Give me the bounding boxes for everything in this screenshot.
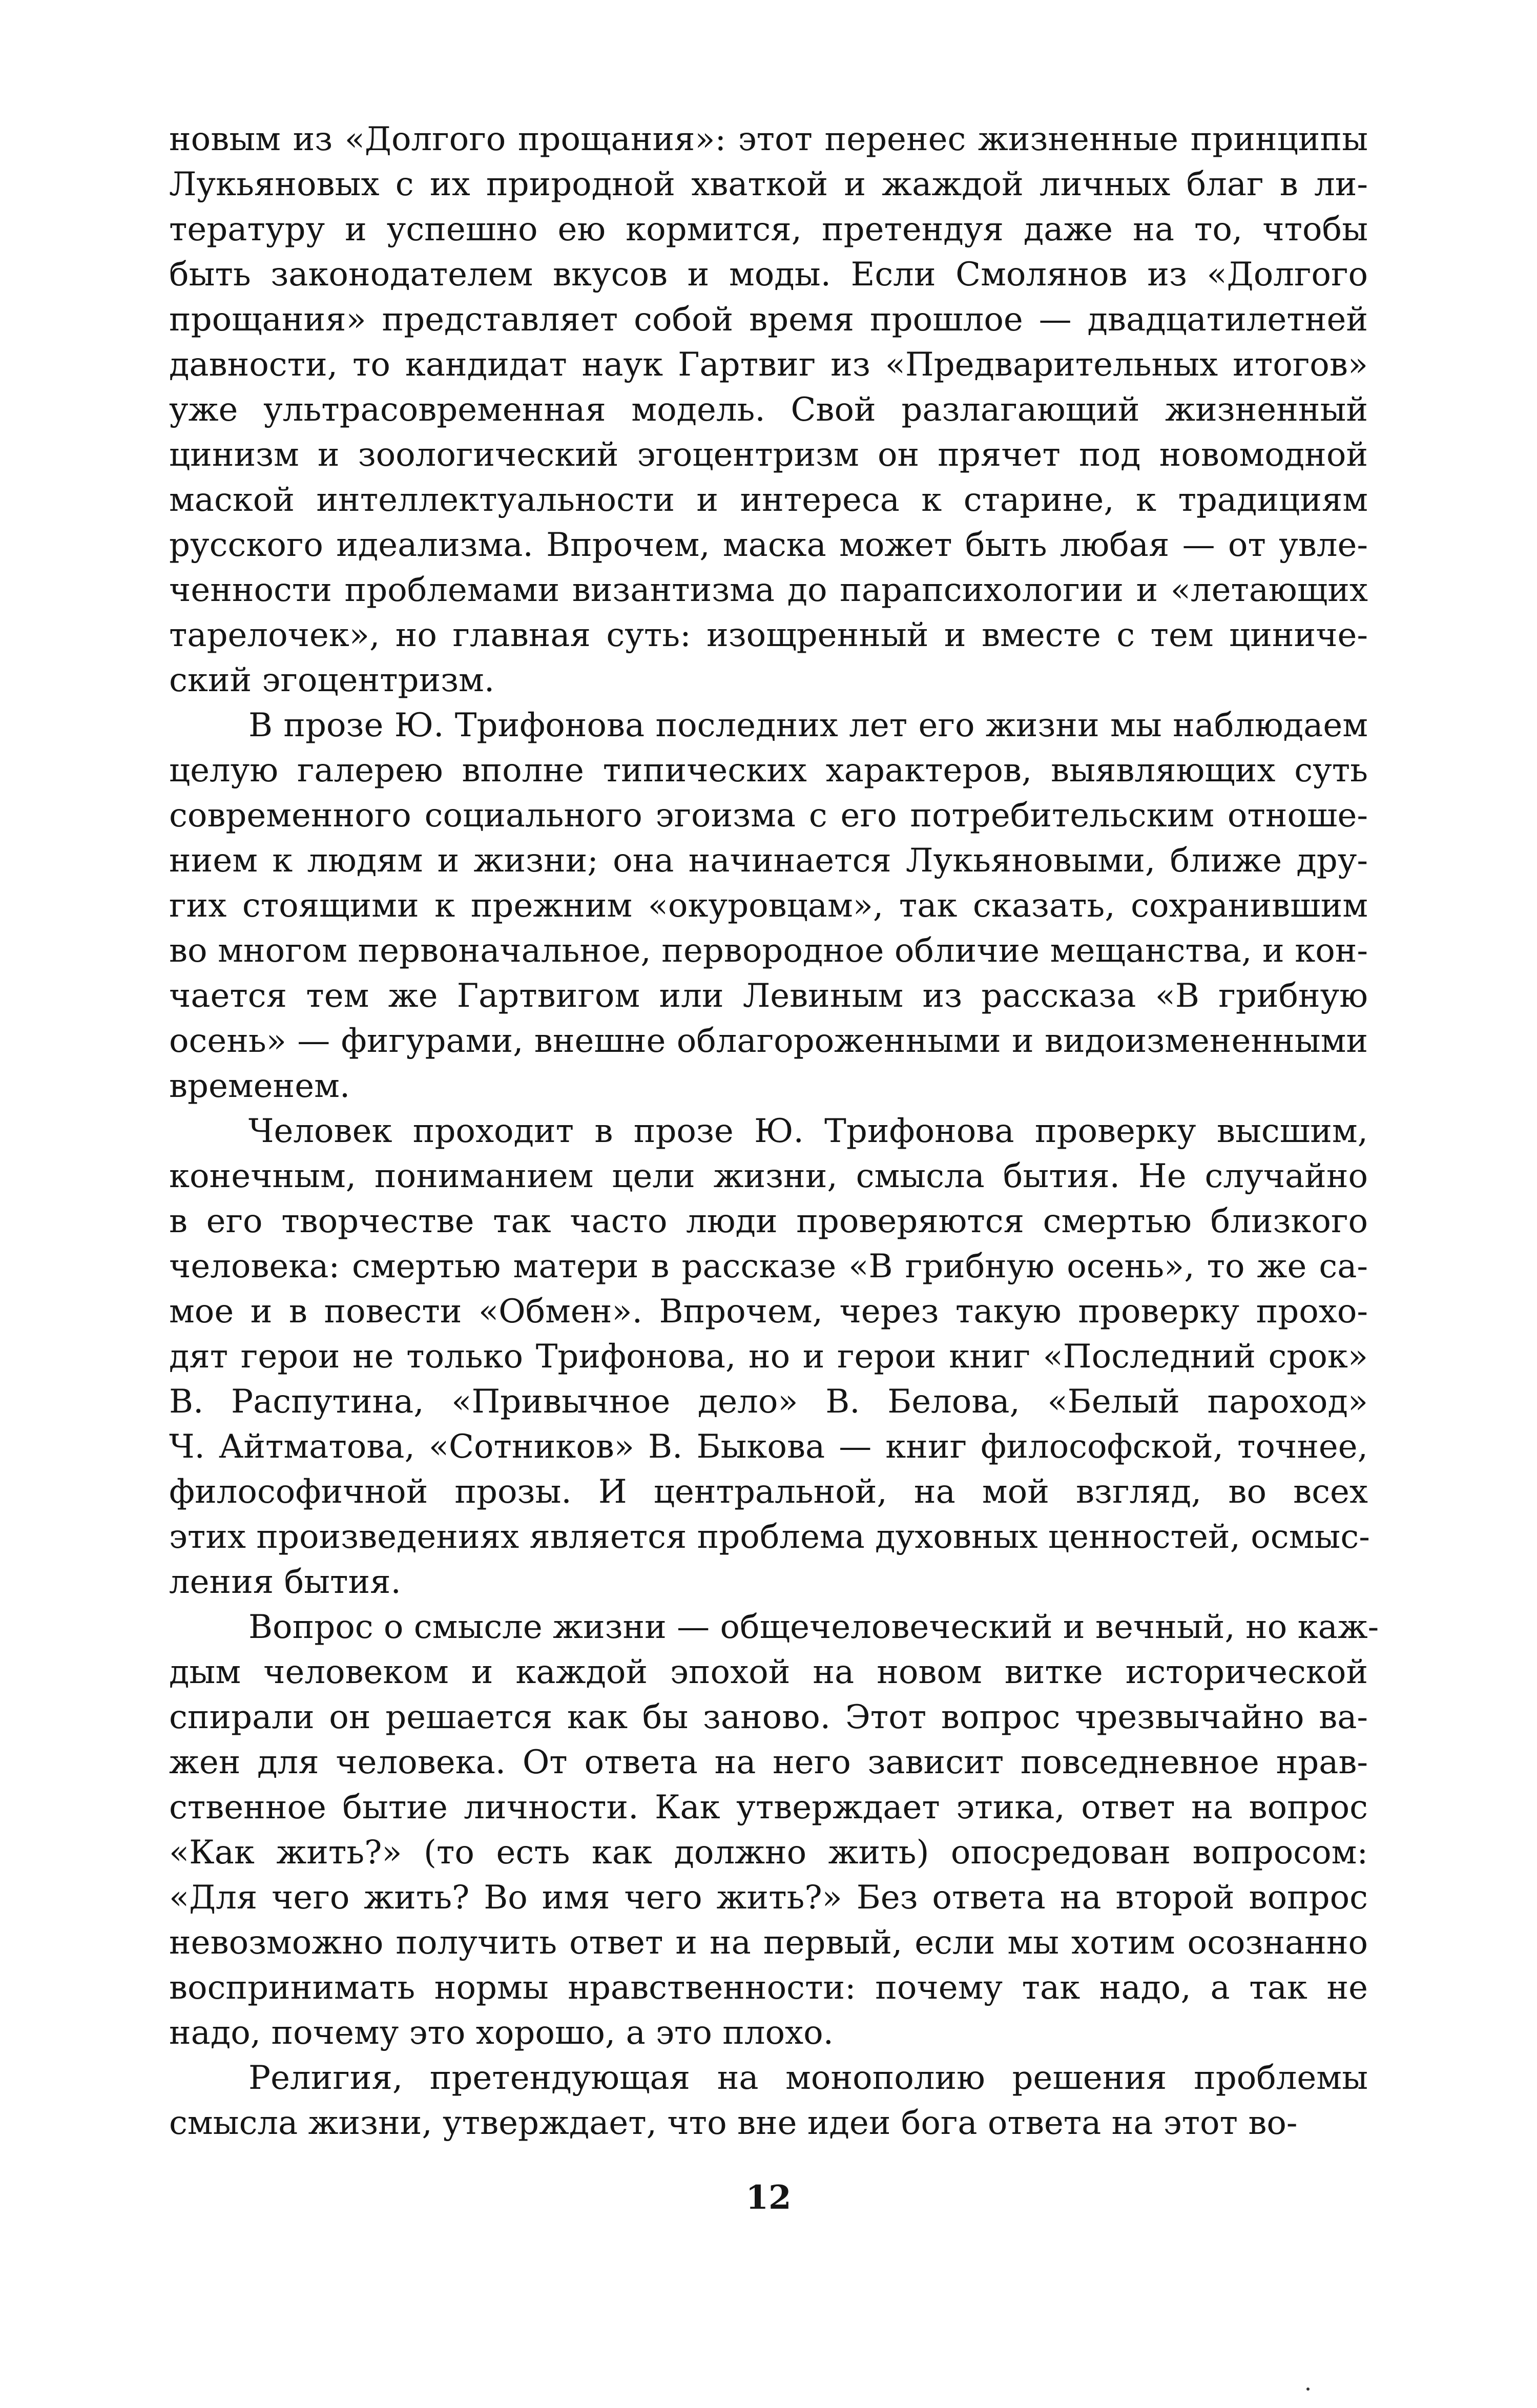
text-line: русского идеализма. Впрочем, маска может быть любая — от увле- <box>169 526 1368 564</box>
text-line: целую галерею вполне типических характеров, выявляющих суть <box>169 752 1368 790</box>
text-line: «Как жить?» (то есть как должно жить) опосредован вопросом: <box>169 1834 1368 1872</box>
text-line: Лукьяновых с их природной хваткой и жаждой личных благ в ли- <box>169 165 1368 203</box>
paragraph <box>169 703 1368 1109</box>
paragraph <box>169 2056 1368 2146</box>
text-line: ления бытия. <box>169 1563 401 1601</box>
text-line: ский эгоцентризм. <box>169 661 495 699</box>
page-number: 12 <box>745 2178 792 2217</box>
text-line: Человек проходит в прозе Ю. Трифонова проверку высшим, <box>248 1112 1368 1150</box>
text-line: временем. <box>169 1067 350 1105</box>
text-line: прощания» представляет собой время прошлое — двадцатилетней <box>169 301 1368 339</box>
text-line: во многом первоначальное, первородное обличие мещанства, и кон- <box>169 932 1368 970</box>
text-line: Ч. Айтматова, «Сотников» В. Быкова — книг философской, точнее, <box>169 1428 1368 1466</box>
text-line: мое и в повести «Обмен». Впрочем, через такую проверку прохо- <box>169 1293 1368 1331</box>
body-text <box>169 117 1379 2146</box>
text-line: цинизм и зоологический эгоцентризм он прячет под новомодной <box>169 436 1368 474</box>
text-line: В прозе Ю. Трифонова последних лет его жизни мы наблюдаем <box>248 707 1368 744</box>
text-line: в его творчестве так часто люди проверяются смертью близкого <box>169 1202 1368 1240</box>
text-line: уже ультрасовременная модель. Свой разлагающий жизненный <box>169 391 1368 429</box>
print-speck <box>1306 2388 1310 2391</box>
text-line: спирали он решается как бы заново. Этот вопрос чрезвычайно ва- <box>169 1698 1368 1736</box>
text-line: маской интеллектуальности и интереса к старине, к традициям <box>169 481 1368 519</box>
text-line: Вопрос о смысле жизни — общечеловеческий и вечный, но каж- <box>248 1608 1379 1646</box>
text-line: осень» — фигурами, внешне облагороженными и видоизмененными <box>169 1022 1368 1060</box>
text-line: Религия, претендующая на монополию решения проблемы <box>248 2059 1368 2097</box>
text-line: современного социального эгоизма с его потребительским отноше- <box>169 797 1368 835</box>
text-line: быть законодателем вкусов и моды. Если Смолянов из «Долгого <box>169 256 1368 294</box>
text-line: смысла жизни, утверждает, что вне идеи бога ответа на этот во- <box>169 2104 1298 2142</box>
text-line: В. Распутина, «Привычное дело» В. Белова, «Белый пароход» <box>169 1383 1368 1421</box>
text-line: новым из «Долгого прощания»: этот перенес жизненные принципы <box>169 120 1368 158</box>
text-line: конечным, пониманием цели жизни, смысла бытия. Не случайно <box>169 1157 1368 1195</box>
text-line: гих стоящими к прежним «окуровцам», так сказать, сохранившим <box>169 887 1368 925</box>
text-line: человека: смертью матери в рассказе «В грибную осень», то же са- <box>169 1248 1368 1285</box>
text-line: невозможно получить ответ и на первый, если мы хотим осознанно <box>169 1924 1368 1962</box>
text-line: тературу и успешно ею кормится, претендуя даже на то, чтобы <box>169 211 1368 248</box>
paragraph <box>169 117 1368 703</box>
text-line: ственное бытие личности. Как утверждает этика, ответ на вопрос <box>169 1789 1368 1826</box>
text-line: философичной прозы. И центральной, на мой взгляд, во всех <box>169 1473 1368 1511</box>
text-line: воспринимать нормы нравственности: почему так надо, а так не <box>169 1969 1368 2007</box>
text-line: дым человеком и каждой эпохой на новом витке исторической <box>169 1653 1368 1691</box>
paragraph <box>169 1109 1368 1605</box>
text-line: ченности проблемами византизма до парапсихологии и «летающих <box>169 571 1368 609</box>
text-line: «Для чего жить? Во имя чего жить?» Без ответа на второй вопрос <box>169 1879 1368 1917</box>
text-line: чается тем же Гартвигом или Левиным из рассказа «В грибную <box>169 977 1368 1015</box>
text-line: этих произведениях является проблема духовных ценностей, осмыс- <box>169 1518 1370 1556</box>
text-line: надо, почему это хорошо, а это плохо. <box>169 2014 834 2052</box>
text-line: дят герои не только Трифонова, но и герои книг «Последний срок» <box>169 1338 1368 1376</box>
text-line: жен для человека. От ответа на него зависит повседневное нрав- <box>169 1743 1368 1781</box>
text-line: давности, то кандидат наук Гартвиг из «Предварительных итогов» <box>169 346 1368 384</box>
text-line: нием к людям и жизни; она начинается Лукьяновыми, ближе дру- <box>169 842 1368 880</box>
paragraph <box>169 1605 1379 2056</box>
text-line: тарелочек», но главная суть: изощренный и вместе с тем циниче- <box>169 616 1368 654</box>
